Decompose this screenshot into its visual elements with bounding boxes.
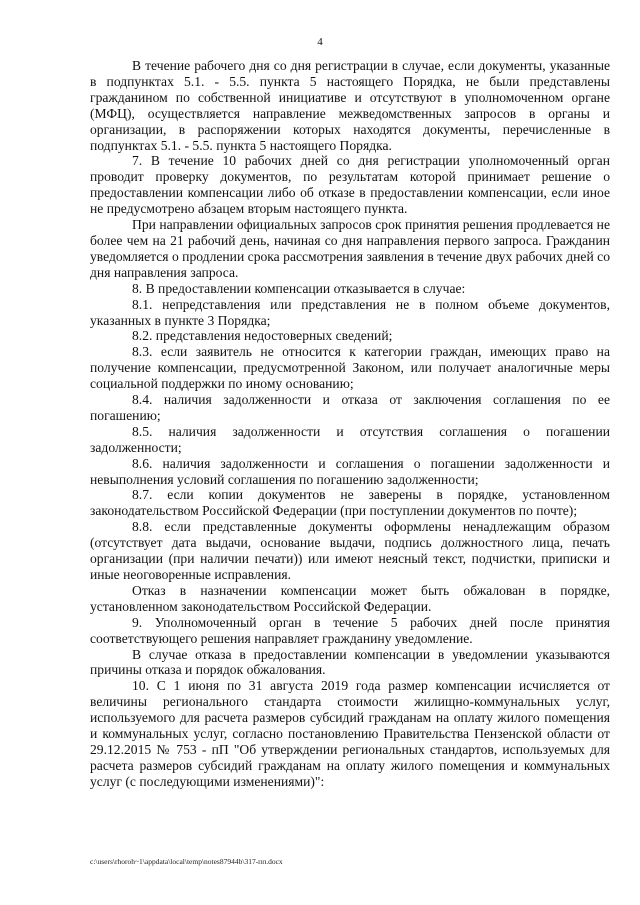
document-body	[90, 58, 610, 790]
paragraph-10: 10. С 1 июня по 31 августа 2019 года размер компенсации исчисляется от величины регионального стандарта стоимости жилищно-коммунальных услуг, используемого для расчета размеров субсидий гражданам на оплату жилого помещения и коммунальных услуг, согласно постановлению Правительства Пензенской области от 29.12.2015 № 753 - пП "Об утверждении региональных стандартов, используемых для расчета размеров субсидий гражданам на оплату жилого помещения и коммунальных услуг (с последующими изменениями)":	[90, 678, 610, 789]
paragraph-8-2: 8.2. представления недостоверных сведений;	[132, 328, 393, 344]
footer-file-path: c:\users\rhoroh~1\appdata\local\temp\notes87944b\317-пп.docx	[90, 857, 283, 866]
paragraph-8: 8. В предоставлении компенсации отказывается в случае:	[132, 280, 466, 296]
paragraph-8-7: 8.7. если копии документов не заверены в порядке, установленном законодательством Российской Федерации (при поступлении документов по почте);	[90, 487, 610, 519]
paragraph-8-8: 8.8. если представленные документы оформлены ненадлежащим образом (отсутствует дата выдачи, основание выдачи, подпись должностного лица, печать организации (при наличии печати)) или имеют неясный текст, подчистки, приписки и иные неоговоренные исправления.	[90, 519, 610, 582]
paragraph-7-official-requests: При направлении официальных запросов срок принятия решения продлевается не более чем на 21 рабочий день, начиная со дня направления первого запроса. Гражданин уведомляется о продлении срока рассмотрения заявления в течение двух рабочих дней со дня направления запроса.	[90, 217, 610, 280]
paragraph-8-1: 8.1. непредставления или представления не в полном объеме документов, указанных в пункте 3 Порядка;	[90, 296, 610, 328]
paragraph-9: 9. Уполномоченный орган в течение 5 рабочих дней после принятия соответствующего решения направляет гражданину уведомление.	[90, 614, 610, 646]
paragraph-8-3: 8.3. если заявитель не относится к категории граждан, имеющих право на получение компенсации, предусмотренной Законом, или получает аналогичные меры социальной поддержки по иному основанию;	[90, 344, 610, 392]
paragraph-8-6: 8.6. наличия задолженности и соглашения о погашении задолженности и невыполнения условий соглашения по погашению задолженности;	[90, 455, 610, 487]
paragraph-9-refusal: В случае отказа в предоставлении компенсации в уведомлении указываются причины отказа и порядок обжалования.	[90, 646, 610, 678]
paragraph-7: 7. В течение 10 рабочих дней со дня регистрации уполномоченный орган проводит проверку документов, по результатам которой принимает решение о предоставлении компенсации либо об отказе в предоставлении компенсации, если иное не предусмотрено абзацем вторым настоящего пункта.	[90, 153, 610, 217]
paragraph-8-5: 8.5. наличия задолженности и отсутствия соглашения о погашении задолженности;	[90, 423, 610, 455]
paragraph-8-4: 8.4. наличия задолженности и отказа от заключения соглашения по ее погашению;	[90, 392, 610, 423]
page-number: 4	[317, 36, 323, 48]
paragraph-8-appeal: Отказ в назначении компенсации может быть обжалован в порядке, установленном законодательством Российской Федерации.	[90, 582, 610, 614]
paragraph-interagency-requests: В течение рабочего дня со дня регистрации в случае, если документы, указанные в подпунктах 5.1. - 5.5. пункта 5 настоящего Порядка, не были представлены гражданином по собственной инициативе и отсутствуют в уполномоченном органе (МФЦ), осуществляется направление межведомственных запросов в органы и организации, в распоряжении которых находятся документы, перечисленные в подпунктах 5.1. - 5.5. пункта 5 настоящего Порядка.	[90, 58, 610, 153]
